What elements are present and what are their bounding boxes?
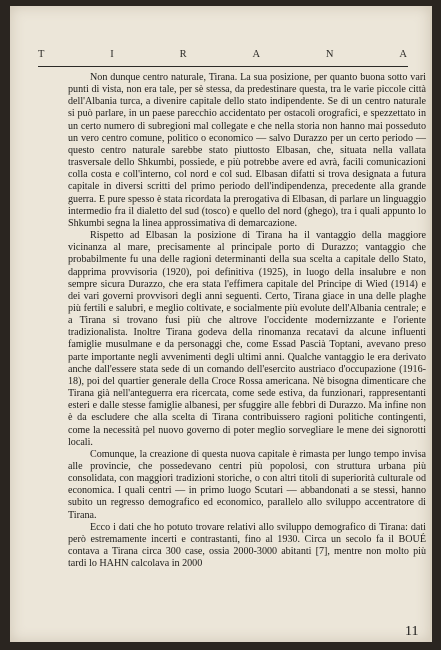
- book-page: [10, 6, 432, 642]
- running-head-letter: T: [38, 49, 46, 60]
- paragraph: Rispetto ad Elbasan la posizione di Tirana ha il vantaggio della maggiore vicinanza al mare, precisamente al principale porto di Durazzo; vantaggio che probabilmente fu una delle ragioni determinanti della sua scelta a capitale dello Stato, dapprima provvisoria (1920), poi definitiva (1925), in luogo della insalubre e non sempre sicura Durazzo, che era stata l'effimera capitale del Principe di Wied (1914) e dei vari governi provvisori degli anni seguenti. Certo, Tirana giace in una delle plaghe più fertili e salubri, e meglio coltivate, e socialmente più evolute dell'Albania centrale; e a Tirana si trovano fusi più che altrove l'occidente modernizzante e l'oriente tradizionalista. Inoltre Tirana godeva della rinomanza recatavi da alcune influenti famiglie musulmane e da personaggi che, come Essad Pascià Toptani, avevano preso parte importante negli avvenimenti degli ultimi anni. Qualche vantaggio le era derivato anche dall'essere stata sede di un comando dell'esercito austriaco d'occupazione (1916-18), poi del quartier generale della Croce Rossa americana. Nè bisogna dimenticare che Tirana già nell'anteguerra era ricercata, come sede estiva, da funzionari, rappresentanti esteri e dalle stesse famiglie albanesi, per sfuggire alle febbri di Durazzo. Ma infine non è da escludere che alla scelta di Tirana contribuissero ragioni politiche contingenti, come la necessità pel nuovo governo di poter meglio sorvegliare le mene dei signorotti locali.: [68, 230, 426, 448]
- running-head-letter: R: [179, 49, 188, 60]
- page-number: 11: [405, 624, 419, 639]
- running-head: [38, 49, 408, 60]
- paragraph: Ecco i dati che ho potuto trovare relativi allo sviluppo demografico di Tirana: dati però estremamente incerti e contrastanti, fino al 1930. Circa un secolo fa il BOUÉ contava a Tirana circa 300 case, ossia 2000-3000 abitanti [7], mentre non molto più tardi lo HAHN calcolava in 2000: [68, 521, 426, 570]
- running-head-letter: A: [252, 49, 262, 60]
- running-head-letter: I: [110, 49, 115, 60]
- header-rule: [38, 66, 408, 67]
- running-head-letter: N: [325, 49, 335, 60]
- body-text: [68, 72, 426, 570]
- paragraph: Comunque, la creazione di questa nuova capitale è rimasta per lungo tempo invisa alle provincie, che possedevano centri più popolosi, con struttura urbana più consolidata, con maggiori tradizioni storiche, o con altri titoli di superiorità culturale od economica. I quali centri — in primo luogo Scutari — abbandonati a se stessi, hanno subito un regresso demografico ed economico, parallelo allo sviluppo accentratore di Tirana.: [68, 448, 426, 521]
- running-head-letter: A: [399, 49, 408, 60]
- paragraph: Non dunque centro naturale, Tirana. La sua posizione, per quanto buona sotto vari punti di vista, non era tale, per sè stessa, da predestinare questa, tra le varie piccole città dell'Albania turca, a divenire capitale dello stato indipendente. Se di un centro naturale si può parlare, in un paese parecchio accidentato per ostacoli orografici, e spezzettato in un certo numero di subregioni mal collegate e che nella storia non hanno mai posseduto un vero centro comune, politico o economico — salvo Durazzo per un certo periodo — questo centro naturale sarebbe stato piuttosto Elbasan, che, situata nella vallata trasversale dello Shkumbi, possiede, e più potrebbe avere ed avrà, facili comunicazioni colla costa e coll'interno, col nord e col sud. Elbasan difatti si trova designata a futura capitale in diversi scritti del primo periodo dell'indipendenza, precedente alla grande guerra. E pure spesso è stata ricordata la prerogativa di Elbasan, di parlare un linguaggio intermedio fra il dialetto del sud (tosco) e quello del nord (ghego), tra i quali appunto lo Shkumbi segna la linea approssimativa di demarcazione.: [68, 72, 426, 229]
